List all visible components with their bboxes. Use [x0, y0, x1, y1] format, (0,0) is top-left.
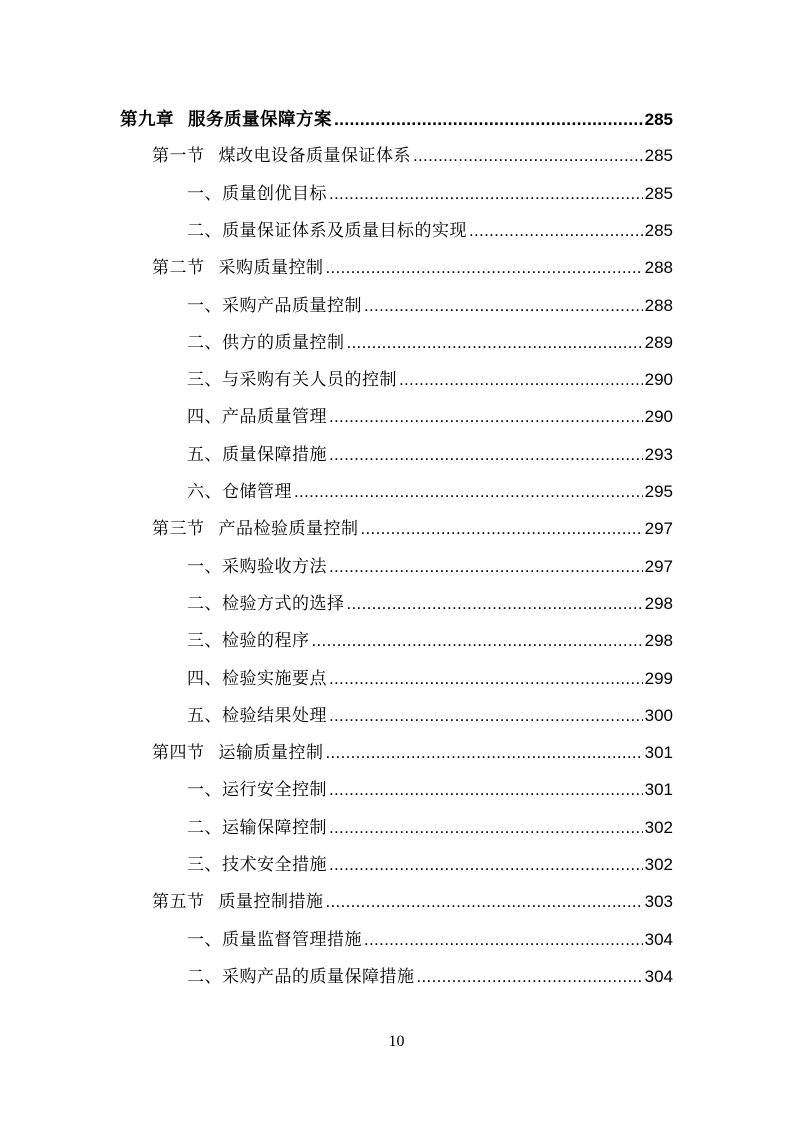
toc-entry-text: 质量保障措施 — [222, 445, 327, 465]
toc-entry-prefix: 三、 — [187, 631, 222, 651]
toc-entry-item[interactable] — [187, 181, 673, 207]
toc-entry-text: 采购产品的质量保障措施 — [222, 967, 415, 987]
toc-entry-chapter[interactable] — [120, 106, 673, 132]
toc-leader-dots — [329, 703, 643, 729]
toc-entry-page: 285 — [644, 146, 673, 165]
toc-entry-item[interactable] — [187, 404, 673, 430]
toc-entry-title — [152, 740, 324, 766]
toc-entry-prefix: 一、 — [187, 557, 222, 577]
toc-entry-title — [187, 815, 327, 841]
toc-entry-item[interactable] — [187, 666, 673, 692]
toc-entry-text: 检验实施要点 — [222, 669, 327, 689]
toc-entry-prefix: 六、 — [187, 482, 222, 502]
toc-entry-text: 产品质量管理 — [222, 407, 327, 427]
toc-entry-page: 289 — [644, 333, 673, 352]
toc-entry-item[interactable] — [187, 479, 673, 505]
toc-entry-item[interactable] — [187, 330, 673, 356]
toc-leader-dots — [329, 181, 643, 207]
toc-entry-title — [187, 852, 327, 878]
toc-entry-text: 检验方式的选择 — [222, 594, 345, 614]
toc-entry-title — [187, 703, 327, 729]
toc-entry-prefix: 第五节 — [152, 892, 205, 912]
toc-entry-text: 服务质量保障方案 — [188, 110, 332, 130]
toc-entry-prefix: 一、 — [187, 930, 222, 950]
toc-entry-prefix: 四、 — [187, 407, 222, 427]
toc-entry-page: 301 — [644, 780, 673, 799]
toc-entry-title — [187, 404, 327, 430]
toc-entry-title — [152, 255, 324, 281]
toc-leader-dots — [399, 367, 643, 393]
toc-leader-dots — [347, 330, 643, 356]
toc-leader-dots — [469, 218, 643, 244]
toc-entry-text: 与采购有关人员的控制 — [222, 370, 397, 390]
toc-entry-title — [187, 330, 345, 356]
toc-leader-dots — [294, 479, 643, 505]
toc-leader-dots — [329, 815, 643, 841]
toc-entry-title — [152, 516, 359, 542]
toc-entry-title — [187, 218, 467, 244]
toc-leader-dots — [326, 889, 643, 915]
toc-leader-dots — [334, 106, 643, 132]
toc-entry-item[interactable] — [187, 218, 673, 244]
page-number: 10 — [388, 1033, 405, 1050]
toc-entry-text: 质量控制措施 — [218, 892, 324, 912]
toc-entry-prefix: 三、 — [187, 855, 222, 875]
toc-entry-text: 产品检验质量控制 — [218, 519, 359, 539]
toc-entry-prefix: 第九章 — [120, 110, 174, 130]
toc-entry-page: 299 — [644, 669, 673, 688]
toc-entry-page: 297 — [644, 557, 673, 576]
toc-entry-prefix: 二、 — [187, 594, 222, 614]
toc-leader-dots — [329, 777, 643, 803]
toc-leader-dots — [329, 666, 643, 692]
toc-entry-title — [187, 181, 327, 207]
toc-entry-text: 煤改电设备质量保证体系 — [218, 146, 411, 166]
toc-entry-prefix: 二、 — [187, 818, 222, 838]
toc-leader-dots — [361, 516, 643, 542]
toc-entry-page: 304 — [644, 967, 673, 986]
toc-entry-prefix: 三、 — [187, 370, 222, 390]
toc-entry-title — [187, 777, 327, 803]
toc-entry-text: 技术安全措施 — [222, 855, 327, 875]
toc-entry-prefix: 第一节 — [152, 146, 205, 166]
toc-entry-title — [187, 964, 415, 990]
toc-entry-prefix: 一、 — [187, 184, 222, 204]
toc-entry-text: 仓储管理 — [222, 482, 292, 502]
toc-entry-page: 288 — [644, 258, 673, 277]
toc-entry-title — [187, 367, 397, 393]
toc-entry-section[interactable] — [152, 255, 673, 281]
toc-leader-dots — [413, 143, 643, 169]
toc-entry-title — [187, 628, 310, 654]
toc-entry-item[interactable] — [187, 777, 673, 803]
toc-entry-page: 298 — [644, 594, 673, 613]
toc-entry-prefix: 一、 — [187, 296, 222, 316]
toc-entry-text: 检验结果处理 — [222, 706, 327, 726]
toc-entry-title — [187, 479, 292, 505]
toc-entry-prefix: 二、 — [187, 333, 222, 353]
toc-entry-prefix: 二、 — [187, 967, 222, 987]
toc-entry-prefix: 五、 — [187, 445, 222, 465]
toc-entry-title — [187, 666, 327, 692]
toc-entry-title — [120, 107, 332, 133]
toc-leader-dots — [312, 628, 643, 654]
toc-entry-title — [152, 143, 411, 169]
toc-entry-page: 302 — [644, 855, 673, 874]
toc-entry-page: 285 — [644, 221, 673, 240]
toc-entry-title — [152, 889, 324, 915]
toc-leader-dots — [326, 740, 643, 766]
toc-entry-item[interactable] — [187, 703, 673, 729]
toc-entry-text: 检验的程序 — [222, 631, 310, 651]
toc-entry-text: 运行安全控制 — [222, 780, 327, 800]
toc-entry-text: 采购验收方法 — [222, 557, 327, 577]
toc-entry-item[interactable] — [187, 554, 673, 580]
toc-entry-page: 295 — [644, 482, 673, 501]
toc-entry-section[interactable] — [152, 740, 673, 766]
toc-entry-title — [187, 554, 327, 580]
toc-entry-item[interactable] — [187, 628, 673, 654]
toc-entry-title — [187, 927, 362, 953]
toc-entry-page: 300 — [644, 706, 673, 725]
toc-entry-prefix: 一、 — [187, 780, 222, 800]
toc-leader-dots — [326, 255, 643, 281]
toc-entry-text: 质量创优目标 — [222, 184, 327, 204]
toc-entry-title — [187, 293, 362, 319]
toc-leader-dots — [329, 852, 643, 878]
toc-entry-section[interactable] — [152, 143, 673, 169]
toc-entry-item[interactable] — [187, 927, 673, 953]
toc-entry-title — [187, 591, 345, 617]
toc-leader-dots — [329, 404, 643, 430]
toc-entry-text: 供方的质量控制 — [222, 333, 345, 353]
toc-entry-text: 采购质量控制 — [218, 258, 324, 278]
toc-entry-page: 302 — [644, 818, 673, 837]
toc-entry-page: 297 — [644, 519, 673, 538]
toc-entry-item[interactable] — [187, 852, 673, 878]
toc-leader-dots — [329, 442, 643, 468]
toc-entry-item[interactable] — [187, 293, 673, 319]
toc-entry-page: 304 — [644, 930, 673, 949]
toc-entry-prefix: 第三节 — [152, 519, 205, 539]
toc-entry-page: 303 — [644, 892, 673, 911]
toc-entry-prefix: 五、 — [187, 706, 222, 726]
toc-entry-text: 采购产品质量控制 — [222, 296, 362, 316]
toc-entry-prefix: 四、 — [187, 669, 222, 689]
toc-entry-text: 质量保证体系及质量目标的实现 — [222, 221, 467, 241]
toc-leader-dots — [417, 964, 643, 990]
toc-entry-page: 288 — [644, 296, 673, 315]
toc-entry-section[interactable] — [152, 889, 673, 915]
toc-entry-title — [187, 442, 327, 468]
toc-entry-text: 质量监督管理措施 — [222, 930, 362, 950]
toc-entry-section[interactable] — [152, 516, 673, 542]
toc-entry-prefix: 二、 — [187, 221, 222, 241]
toc-leader-dots — [347, 591, 643, 617]
toc-leader-dots — [364, 927, 643, 953]
toc-entry-page: 285 — [644, 110, 673, 129]
toc-entry-page: 301 — [644, 743, 673, 762]
toc-entry-item[interactable] — [187, 591, 673, 617]
toc-entry-prefix: 第二节 — [152, 258, 205, 278]
toc-entry-page: 293 — [644, 445, 673, 464]
toc-entry-page: 290 — [644, 407, 673, 426]
toc-entry-page: 298 — [644, 631, 673, 650]
toc-leader-dots — [329, 554, 643, 580]
toc-entry-text: 运输质量控制 — [218, 743, 324, 763]
toc-entry-page: 290 — [644, 370, 673, 389]
toc-leader-dots — [364, 293, 643, 319]
toc-entry-page: 285 — [644, 184, 673, 203]
toc-entry-item[interactable] — [187, 815, 673, 841]
toc-entry-text: 运输保障控制 — [222, 818, 327, 838]
toc-entry-item[interactable] — [187, 367, 673, 393]
toc-entry-item[interactable] — [187, 442, 673, 468]
toc-entry-prefix: 第四节 — [152, 743, 205, 763]
toc-entry-item[interactable] — [187, 964, 673, 990]
